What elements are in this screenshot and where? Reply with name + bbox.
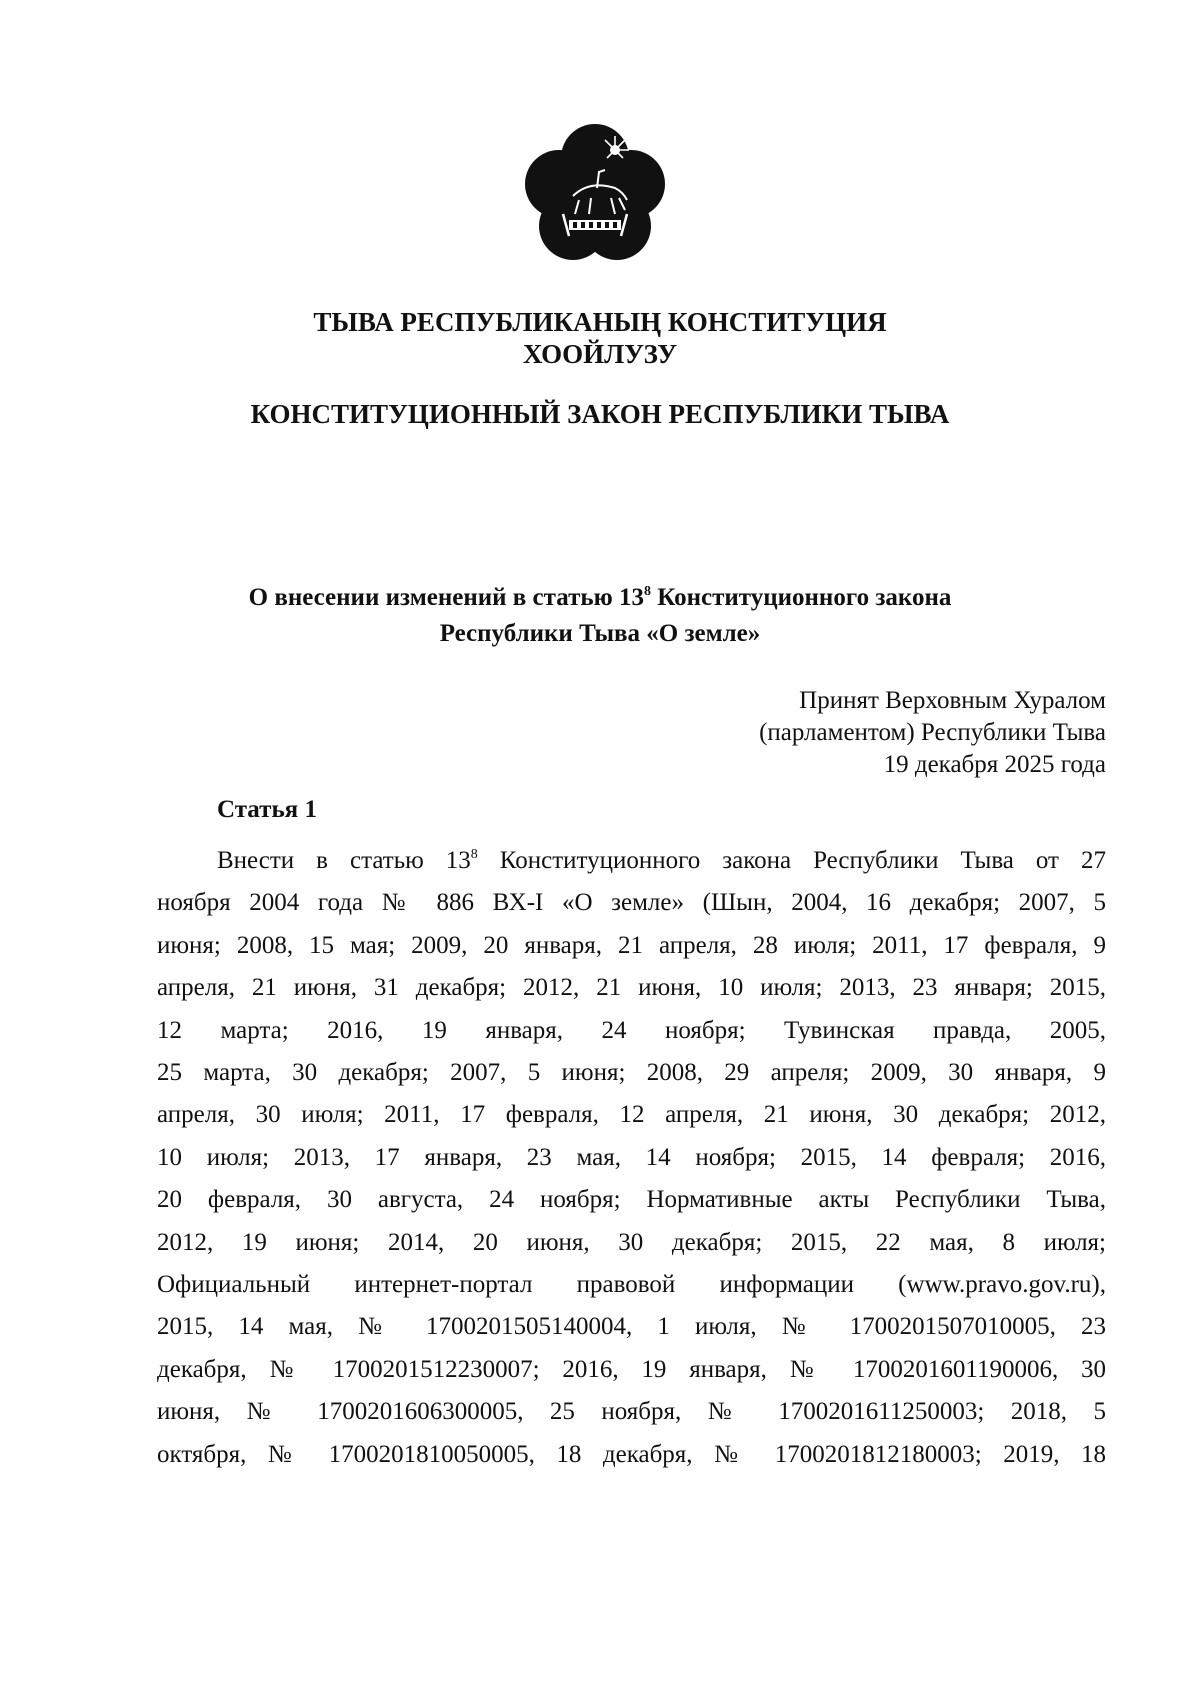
article-line: ноября 2004 года № 886 ВХ-I «О земле» (Шын, 2004, 16 декабря; 2007, 5 — [157, 889, 1106, 917]
article-line: 10 июля; 2013, 17 января, 23 мая, 14 ноября; 2015, 14 февраля; 2016, — [157, 1143, 1106, 1171]
article-heading: Статья 1 — [217, 796, 317, 823]
article-line: 2015, 14 мая, № 1700201505140004, 1 июля, № 1700201507010005, 23 — [157, 1313, 1106, 1341]
subject-superscript: 8 — [643, 584, 651, 599]
article-line: апреля, 21 июня, 31 декабря; 2012, 21 июня, 10 июля; 2013, 23 января; 2015, — [157, 974, 1106, 1002]
article-body — [157, 840, 1106, 1476]
article-line: октября, № 1700201810050005, 18 декабря, № 1700201812180003; 2019, 18 — [157, 1440, 1106, 1468]
article-line: 25 марта, 30 декабря; 2007, 5 июня; 2008, 29 апреля; 2009, 30 января, 9 — [157, 1059, 1106, 1087]
title-russian: КОНСТИТУЦИОННЫЙ ЗАКОН РЕСПУБЛИКИ ТЫВА — [250, 399, 950, 429]
article-line: 12 марта; 2016, 19 января, 24 ноября; Тувинская правда, 2005, — [157, 1016, 1106, 1044]
article-line: декабря, № 1700201512230007; 2016, 19 января, № 1700201601190006, 30 — [157, 1355, 1106, 1383]
adoption-line2: (парламентом) Республики Тыва — [759, 719, 1106, 746]
article-line: 20 февраля, 30 августа, 24 ноября; Нормативные акты Республики Тыва, — [157, 1186, 1106, 1214]
article-line: 2012, 19 июня; 2014, 20 июня, 30 декабря; 2015, 22 мая, 8 июля; — [157, 1228, 1106, 1256]
article-line: апреля, 30 июля; 2011, 17 февраля, 12 апреля, 21 июня, 30 декабря; 2012, — [157, 1101, 1106, 1129]
subject-line2: Республики Тыва «О земле» — [439, 620, 761, 647]
subject-line1: О внесении изменений в статью $13^8$ Конституционного закона — [248, 584, 952, 611]
article-line: июня; 2008, 15 мая; 2009, 20 января, 21 апреля, 28 июля; 2011, 17 февраля, 9 — [157, 931, 1106, 959]
adoption-note — [759, 685, 1106, 781]
article-line: Внести в статью $13^8$ Конституционного закона Республики Тыва от 27 — [217, 847, 1106, 874]
emblem — [519, 118, 671, 270]
title-tyvan-line2: ХООЙЛУЗУ — [522, 339, 678, 369]
law-subject — [0, 580, 1200, 652]
title-tyvan — [0, 306, 1200, 370]
article-line: Официальный интернет-портал правовой информации (www.pravo.gov.ru), — [157, 1271, 1106, 1299]
adoption-line1: Принят Верховным Хуралом — [799, 687, 1106, 714]
title-tyvan-line1: ТЫВА РЕСПУБЛИКАНЫҢ КОНСТИТУЦИЯ — [313, 307, 887, 337]
adoption-date: 19 декабря 2025 года — [883, 751, 1106, 778]
tuva-coat-of-arms-icon — [519, 118, 671, 270]
article-line: июня, № 1700201606300005, 25 ноября, № 1700201611250003; 2018, 5 — [157, 1398, 1106, 1426]
